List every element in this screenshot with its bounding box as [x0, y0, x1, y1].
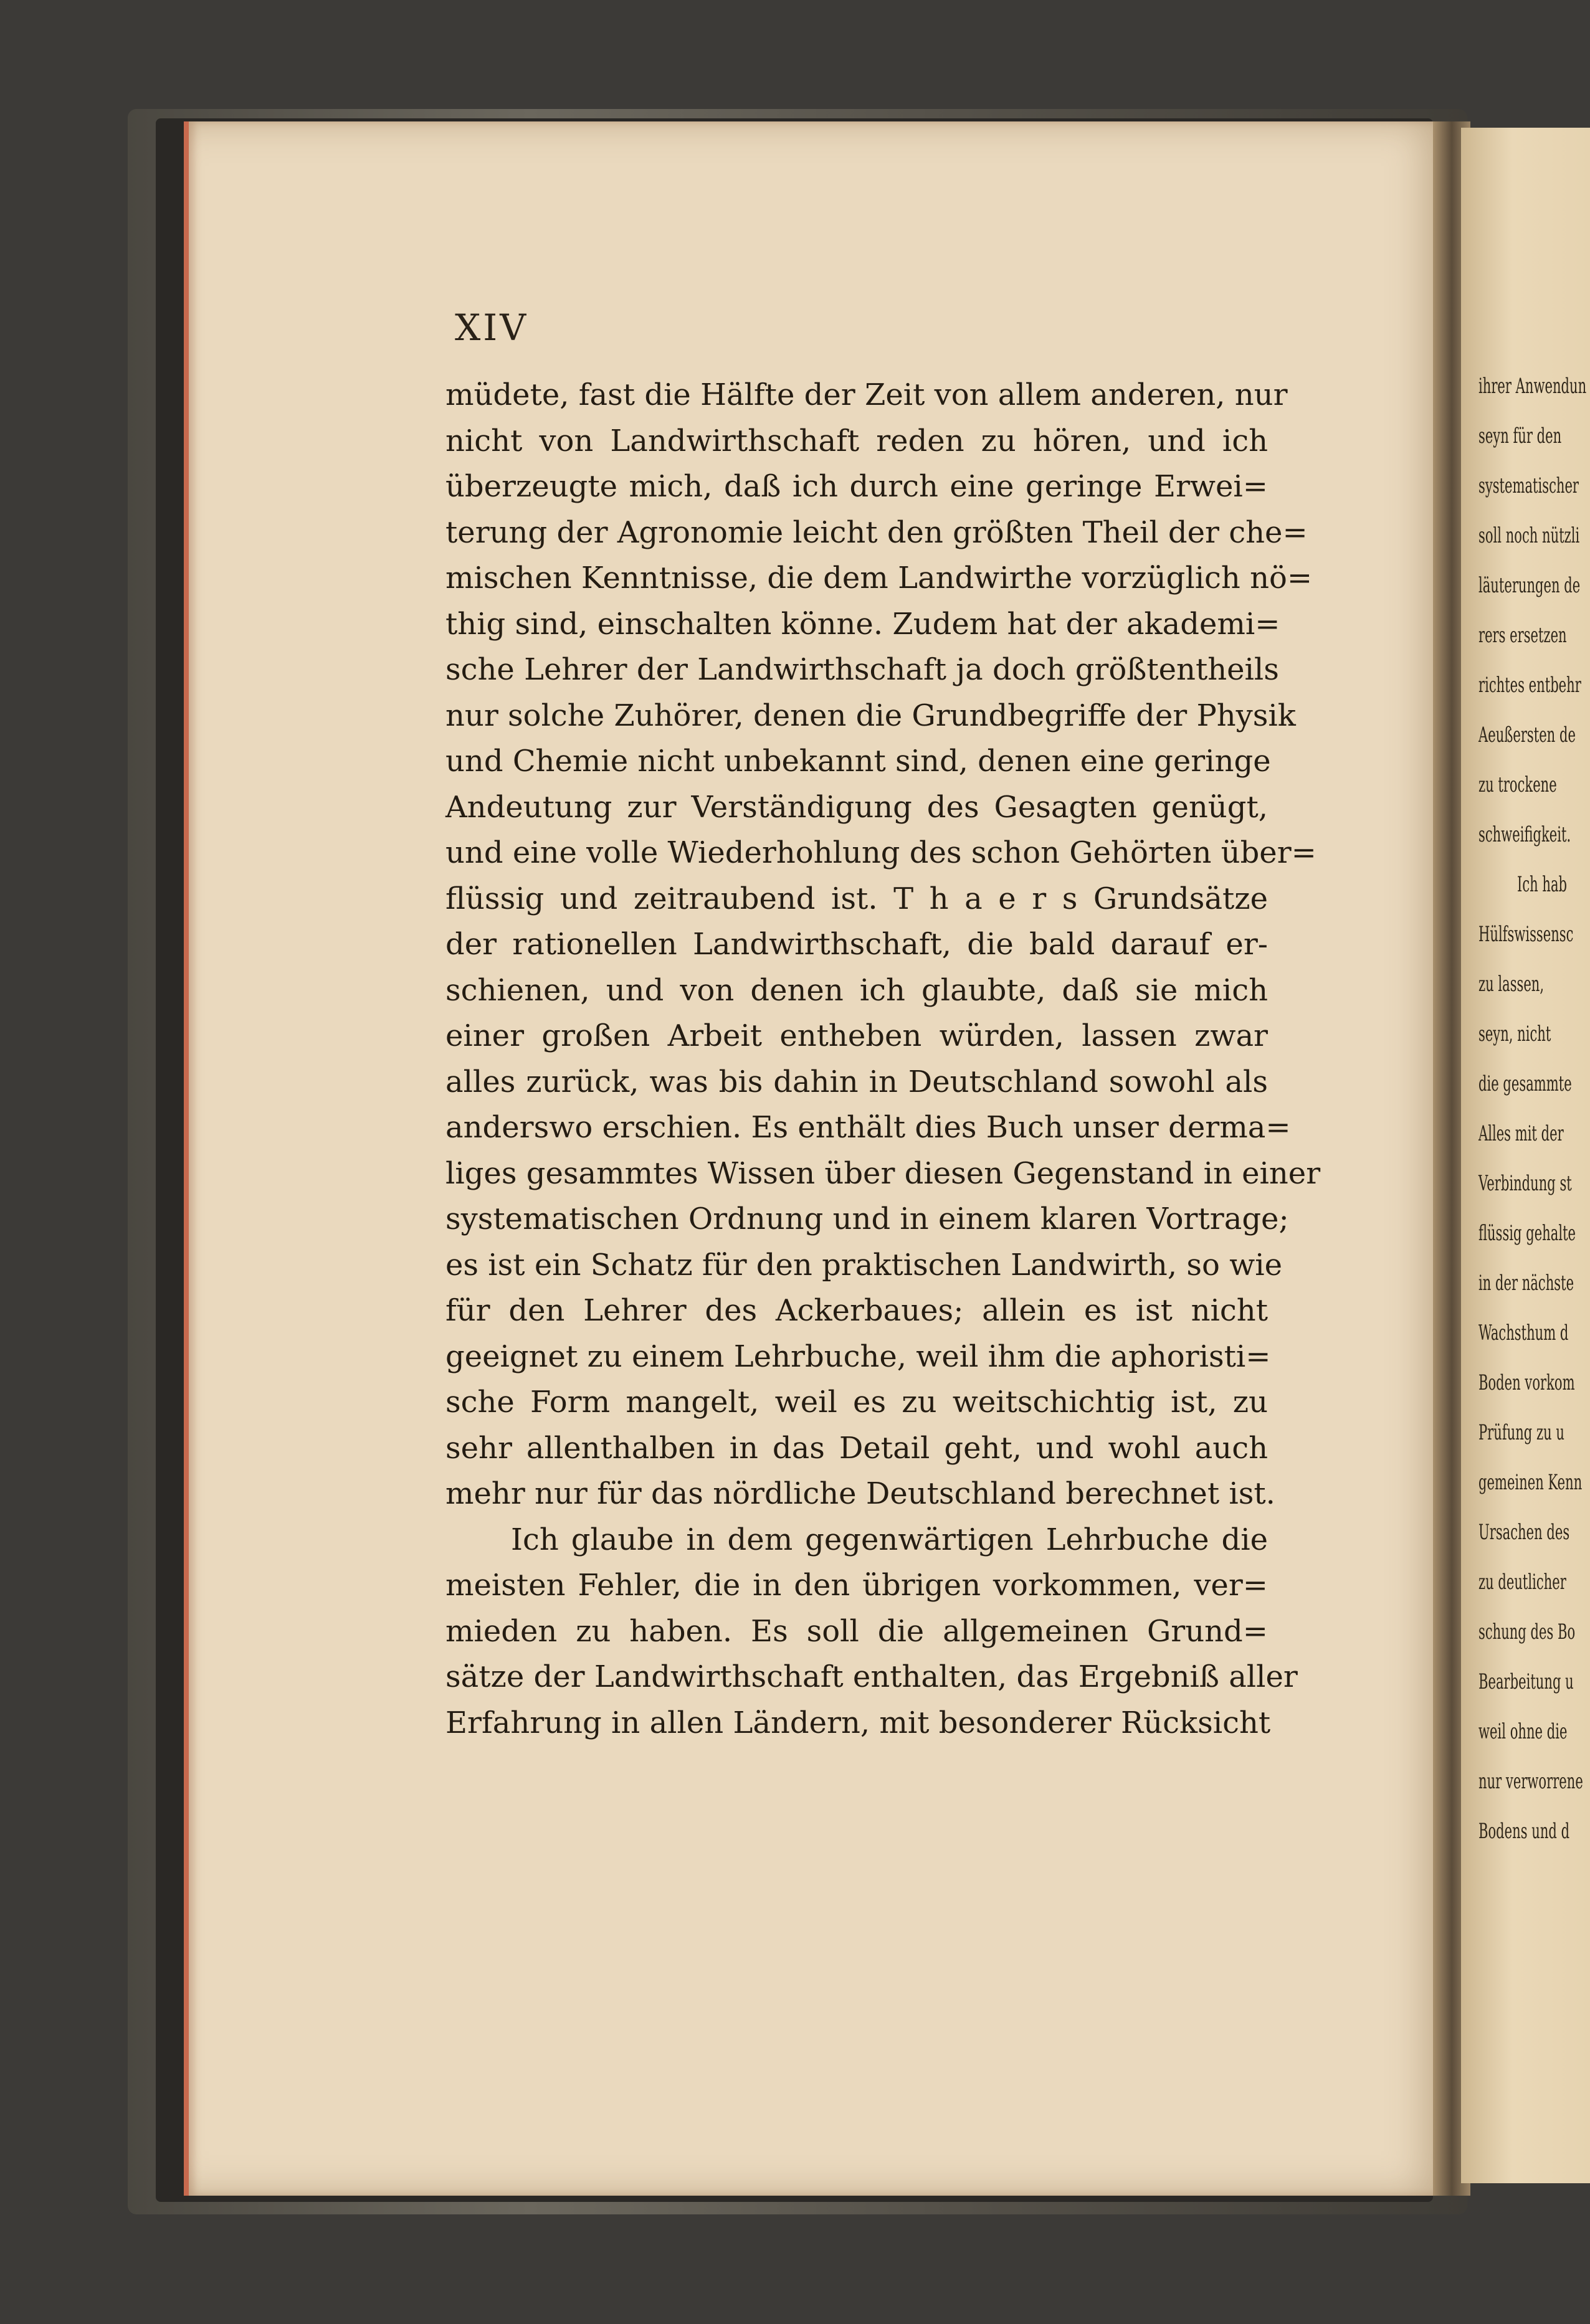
right-text-line: soll noch nützli [1478, 523, 1580, 548]
right-text-line: flüssig gehalte [1478, 1221, 1576, 1246]
text-line: thig sind, einschalten könne. Zudem hat der akademi= [445, 606, 1280, 642]
text-line: sche Lehrer der Landwirthschaft ja doch größtentheils [445, 652, 1279, 687]
text-line: liges gesammtes Wissen über diesen Gegenstand in einer [445, 1155, 1321, 1191]
right-text-line: rers ersetzen [1478, 623, 1567, 648]
text-line: Andeutung zur Verständigung des Gesagten genügt, [445, 789, 1268, 825]
text-line: müdete, fast die Hälfte der Zeit von allem anderen, nur [445, 377, 1288, 412]
text-line: überzeugte mich, daß ich durch eine geringe Erwei= [445, 469, 1268, 504]
right-text-line: nur verworrene [1478, 1769, 1583, 1794]
text-line: anderswo erschien. Es enthält dies Buch unser derma= [445, 1110, 1291, 1145]
right-text-line: Verbindung st [1478, 1171, 1572, 1196]
page-number: XIV [455, 306, 529, 349]
right-page [1461, 128, 1590, 2183]
body-text [445, 372, 1321, 1746]
right-text-line: systematischer [1478, 473, 1579, 498]
text-line: terung der Agronomie leicht den größten Theil der che= [445, 515, 1308, 550]
right-text-line: die gesammte [1478, 1071, 1572, 1096]
text-line: alles zurück, was bis dahin in Deutschland sowohl als [445, 1064, 1268, 1099]
right-text-line: Hülfswissensc [1478, 922, 1574, 947]
right-text-line: zu trockene [1478, 772, 1557, 797]
right-text-line: Alles mit der [1478, 1121, 1564, 1146]
text-line: flüssig und zeitraubend ist. T h a e r s Grundsätze [445, 881, 1268, 916]
right-text-line: gemeinen Kenn [1478, 1470, 1583, 1495]
right-text-line: schung des Bo [1478, 1620, 1576, 1644]
text-line: und eine volle Wiederhohlung des schon Gehörten über= [445, 835, 1316, 870]
text-line: nicht von Landwirthschaft reden zu hören, und ich [445, 423, 1268, 458]
right-text-line: schweifigkeit. [1478, 822, 1571, 847]
right-text-line: läuterungen de [1478, 573, 1581, 598]
right-text-line: Ich hab [1517, 872, 1568, 897]
text-line: Erfahrung in allen Ländern, mit besonderer Rücksicht [445, 1705, 1271, 1740]
text-line: für den Lehrer des Ackerbaues; allein es ist nicht [445, 1293, 1268, 1328]
text-line: mehr nur für das nördliche Deutschland berechnet ist. [445, 1476, 1275, 1511]
text-line: geeignet zu einem Lehrbuche, weil ihm die aphoristi= [445, 1339, 1271, 1374]
right-text-line: zu deutlicher [1478, 1570, 1566, 1595]
text-line: sche Form mangelt, weil es zu weitschichtig ist, zu [445, 1385, 1268, 1420]
right-text-line: Bearbeitung u [1478, 1669, 1574, 1694]
right-text-line: seyn, nicht [1478, 1022, 1551, 1046]
right-text-line: weil ohne die [1478, 1719, 1568, 1744]
text-line: einer großen Arbeit entheben würden, lassen zwar [445, 1018, 1268, 1053]
right-text-line: zu lassen, [1478, 972, 1545, 997]
text-line: schienen, und von denen ich glaubte, daß sie mich [445, 972, 1268, 1008]
text-line: mieden zu haben. Es soll die allgemeinen Grund= [445, 1613, 1268, 1649]
text-line: und Chemie nicht unbekannt sind, denen eine geringe [445, 744, 1271, 779]
right-text-line: ihrer Anwendun [1478, 374, 1587, 399]
text-line: nur solche Zuhörer, denen die Grundbegriffe der Physik [445, 698, 1296, 733]
right-text-line: Bodens und d [1478, 1819, 1570, 1844]
right-text-line: Ursachen des [1478, 1520, 1570, 1545]
text-line: der rationellen Landwirthschaft, die bald darauf er- [445, 927, 1268, 962]
text-line: mischen Kenntnisse, die dem Landwirthe vorzüglich nö= [445, 561, 1313, 595]
text-line: Ich glaube in dem gegenwärtigen Lehrbuche die [511, 1522, 1268, 1557]
text-line: systematischen Ordnung und in einem klaren Vortrage; [445, 1202, 1289, 1236]
right-text-line: Wachsthum d [1478, 1321, 1569, 1345]
right-text-line: Aeußersten de [1478, 723, 1576, 747]
text-line: sätze der Landwirthschaft enthalten, das Ergebniß aller [445, 1659, 1298, 1694]
text-line: sehr allenthalben in das Detail geht, und wohl auch [445, 1430, 1268, 1466]
right-text-line: Prüfung zu u [1478, 1420, 1564, 1445]
text-line: meisten Fehler, die in den übrigen vorkommen, ver= [445, 1568, 1268, 1603]
right-text-line: seyn für den [1478, 424, 1562, 448]
right-text-line: Boden vorkom [1478, 1370, 1575, 1395]
text-line: es ist ein Schatz für den praktischen Landwirth, so wie [445, 1247, 1282, 1283]
right-text-line: in der nächste [1478, 1271, 1574, 1296]
right-text-line: richtes entbehr [1478, 673, 1581, 698]
